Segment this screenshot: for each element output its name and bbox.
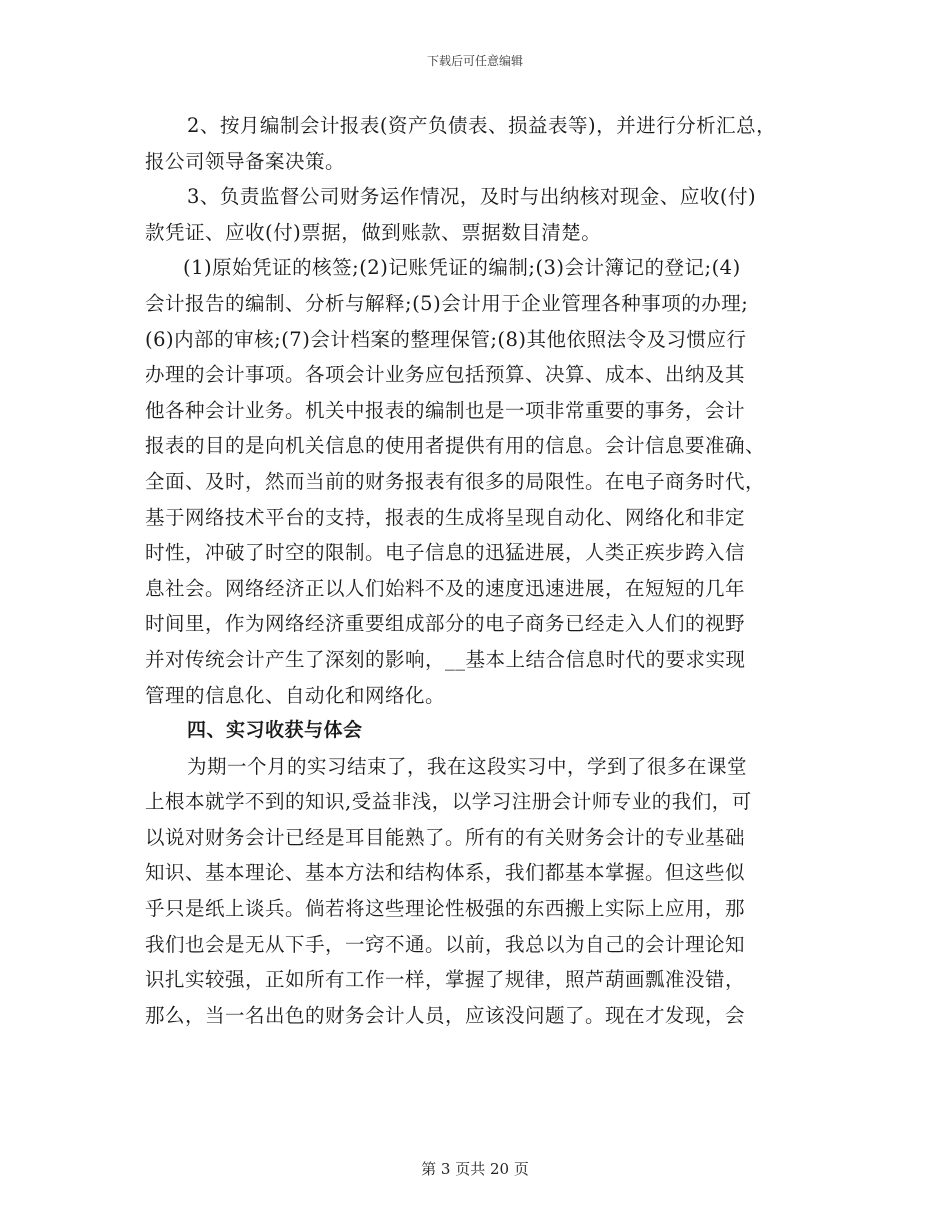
paragraph-line: (6)内部的审核;(7)会计档案的整理保管;(8)其他依照法令及习惯应行 — [145, 327, 747, 351]
paragraph-line: 上根本就学不到的知识,受益非浅，以学习注册会计师专业的我们，可 — [145, 790, 752, 814]
paragraph-line: 并对传统会计产生了深刻的影响，__基本上结合信息时代的要求实现 — [145, 647, 746, 671]
paragraph-line: 会计报告的编制、分析与解释;(5)会计用于企业管理各种事项的办理; — [145, 291, 749, 315]
paragraph-line: 乎只是纸上谈兵。倘若将这些理论性极强的东西搬上实际上应用，那 — [145, 897, 746, 921]
paragraph-line: 2、按月编制会计报表(资产负债表、损益表等)，并进行分析汇总， — [187, 114, 777, 137]
paragraph-line: 时间里，作为网络经济重要组成部分的电子商务已经走入人们的视野 — [145, 612, 746, 636]
paragraph-line: 时性，冲破了时空的限制。电子信息的迅猛进展，人类正疾步跨入信 — [145, 541, 746, 565]
paragraph-line: 为期一个月的实习结束了，我在这段实习中，学到了很多在课堂 — [187, 754, 748, 778]
paragraph-line: 以说对财务会计已经是耳目能熟了。所有的有关财务会计的专业基础 — [145, 825, 746, 849]
paragraph-line: (1)原始凭证的核签;(2)记账凭证的编制;(3)会计簿记的登记;(4) — [183, 256, 741, 280]
paragraph-line: 息社会。网络经济正以人们始料不及的速度迅速进展，在短短的几年 — [145, 576, 746, 600]
paragraph-line: 识扎实较强，正如所有工作一样，掌握了规律，照芦葫画瓢准没错， — [145, 968, 746, 992]
paragraph-line: 办理的会计事项。各项会计业务应包括预算、决算、成本、出纳及其 — [145, 363, 746, 387]
paragraph-line: 他各种会计业务。机关中报表的编制也是一项非常重要的事务，会计 — [145, 398, 746, 422]
paragraph-line: 款凭证、应收(付)票据，做到账款、票据数目清楚。 — [145, 220, 602, 244]
paragraph-line: 我们也会是无从下手，一窍不通。以前，我总以为自己的会计理论知 — [145, 932, 746, 956]
paragraph-line: 全面、及时，然而当前的财务报表有很多的局限性。在电子商务时代， — [145, 469, 766, 493]
paragraph-line: 报表的目的是向机关信息的使用者提供有用的信息。会计信息要准确、 — [145, 434, 766, 458]
paragraph-line: 知识、基本理论、基本方法和结构体系，我们都基本掌握。但这些似 — [145, 861, 746, 885]
document-body — [145, 108, 805, 1033]
page-number-footer: 第 3 页共 20 页 — [421, 1160, 529, 1178]
paragraph-line: 3、负责监督公司财务运作情况，及时与出纳核对现金、应收(付) — [187, 185, 757, 209]
page-header: 下载后可任意编辑 — [426, 54, 523, 68]
section-heading: 四、实习收获与体会 — [187, 719, 363, 742]
paragraph-line: 基于网络技术平台的支持，报表的生成将呈现自动化、网络化和非定 — [145, 505, 746, 529]
paragraph-line: 报公司领导备案决策。 — [145, 149, 346, 173]
paragraph-line: 那么，当一名出色的财务会计人员，应该没问题了。现在才发现，会 — [145, 1003, 746, 1027]
paragraph-line: 管理的信息化、自动化和网络化。 — [145, 683, 446, 707]
